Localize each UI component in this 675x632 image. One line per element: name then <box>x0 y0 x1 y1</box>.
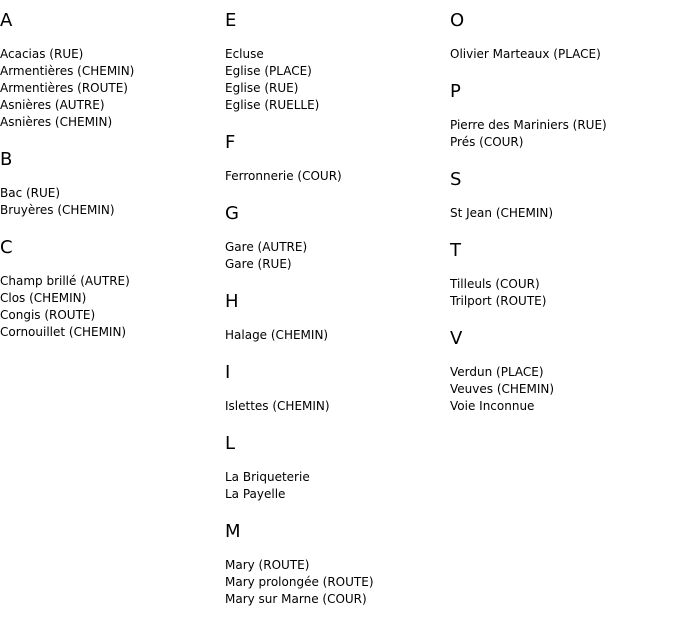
letter-heading: O <box>450 10 465 31</box>
letter-group <box>0 237 220 341</box>
street-link[interactable]: La Payelle <box>225 487 286 501</box>
street-link[interactable]: Ferronnerie (COUR) <box>225 169 342 183</box>
street-link[interactable]: Veuves (CHEMIN) <box>450 382 555 396</box>
letter-heading: S <box>450 169 462 190</box>
index-column-3 <box>450 10 675 433</box>
street-link[interactable]: Gare (RUE) <box>225 257 292 271</box>
street-link[interactable]: Armentières (ROUTE) <box>0 81 128 95</box>
street-link[interactable]: Acacias (RUE) <box>0 47 84 61</box>
street-link[interactable]: Ecluse <box>225 47 264 61</box>
letter-heading: G <box>225 203 239 224</box>
letter-group <box>450 328 675 415</box>
street-link[interactable]: Halage (CHEMIN) <box>225 328 329 342</box>
street-link[interactable]: Pierre des Mariniers (RUE) <box>450 118 607 132</box>
street-link[interactable]: Eglise (RUE) <box>225 81 299 95</box>
letter-heading: H <box>225 291 239 312</box>
street-link[interactable]: Islettes (CHEMIN) <box>225 399 330 413</box>
index-column-2 <box>225 10 445 626</box>
letter-heading: I <box>225 362 231 383</box>
letter-group <box>225 291 445 344</box>
street-link[interactable]: Congis (ROUTE) <box>0 308 96 322</box>
street-link[interactable]: Verdun (PLACE) <box>450 365 544 379</box>
letter-group <box>225 362 445 415</box>
street-link[interactable]: Cornouillet (CHEMIN) <box>0 325 127 339</box>
letter-group <box>450 240 675 310</box>
street-link[interactable]: Mary (ROUTE) <box>225 558 310 572</box>
letter-group <box>450 169 675 222</box>
letter-heading: F <box>225 132 236 153</box>
letter-heading: E <box>225 10 237 31</box>
street-link[interactable]: Trilport (ROUTE) <box>450 294 547 308</box>
letter-heading: C <box>0 237 13 258</box>
street-link[interactable]: Champ brillé (AUTRE) <box>0 274 130 288</box>
street-link[interactable]: Voie Inconnue <box>450 399 535 413</box>
letter-heading: T <box>450 240 461 261</box>
street-link[interactable]: Olivier Marteaux (PLACE) <box>450 47 601 61</box>
street-link[interactable]: Asnières (AUTRE) <box>0 98 105 112</box>
street-link[interactable]: La Briqueterie <box>225 470 310 484</box>
street-link[interactable]: Prés (COUR) <box>450 135 524 149</box>
letter-group <box>225 132 445 185</box>
letter-group <box>0 10 220 131</box>
street-link[interactable]: Eglise (RUELLE) <box>225 98 320 112</box>
street-link[interactable]: Mary prolongée (ROUTE) <box>225 575 374 589</box>
letter-heading: P <box>450 81 461 102</box>
street-link[interactable]: Armentières (CHEMIN) <box>0 64 135 78</box>
letter-group <box>225 433 445 503</box>
street-link[interactable]: Asnières (CHEMIN) <box>0 115 113 129</box>
letter-group <box>225 10 445 114</box>
street-link[interactable]: Clos (CHEMIN) <box>0 291 87 305</box>
street-link[interactable]: St Jean (CHEMIN) <box>450 206 554 220</box>
letter-group <box>450 10 675 63</box>
street-link[interactable]: Bac (RUE) <box>0 186 61 200</box>
letter-group <box>225 203 445 273</box>
letter-heading: M <box>225 521 241 542</box>
letter-heading: V <box>450 328 463 349</box>
letter-heading: B <box>0 149 13 170</box>
street-link[interactable]: Tilleuls (COUR) <box>450 277 540 291</box>
street-link[interactable]: Gare (AUTRE) <box>225 240 308 254</box>
street-link[interactable]: Bruyères (CHEMIN) <box>0 203 115 217</box>
index-column-1 <box>0 10 220 359</box>
letter-group <box>450 81 675 151</box>
letter-heading: L <box>225 433 236 454</box>
letter-group <box>225 521 445 608</box>
street-link[interactable]: Eglise (PLACE) <box>225 64 312 78</box>
letter-heading: A <box>0 10 13 31</box>
letter-group <box>0 149 220 219</box>
street-link[interactable]: Mary sur Marne (COUR) <box>225 592 367 606</box>
